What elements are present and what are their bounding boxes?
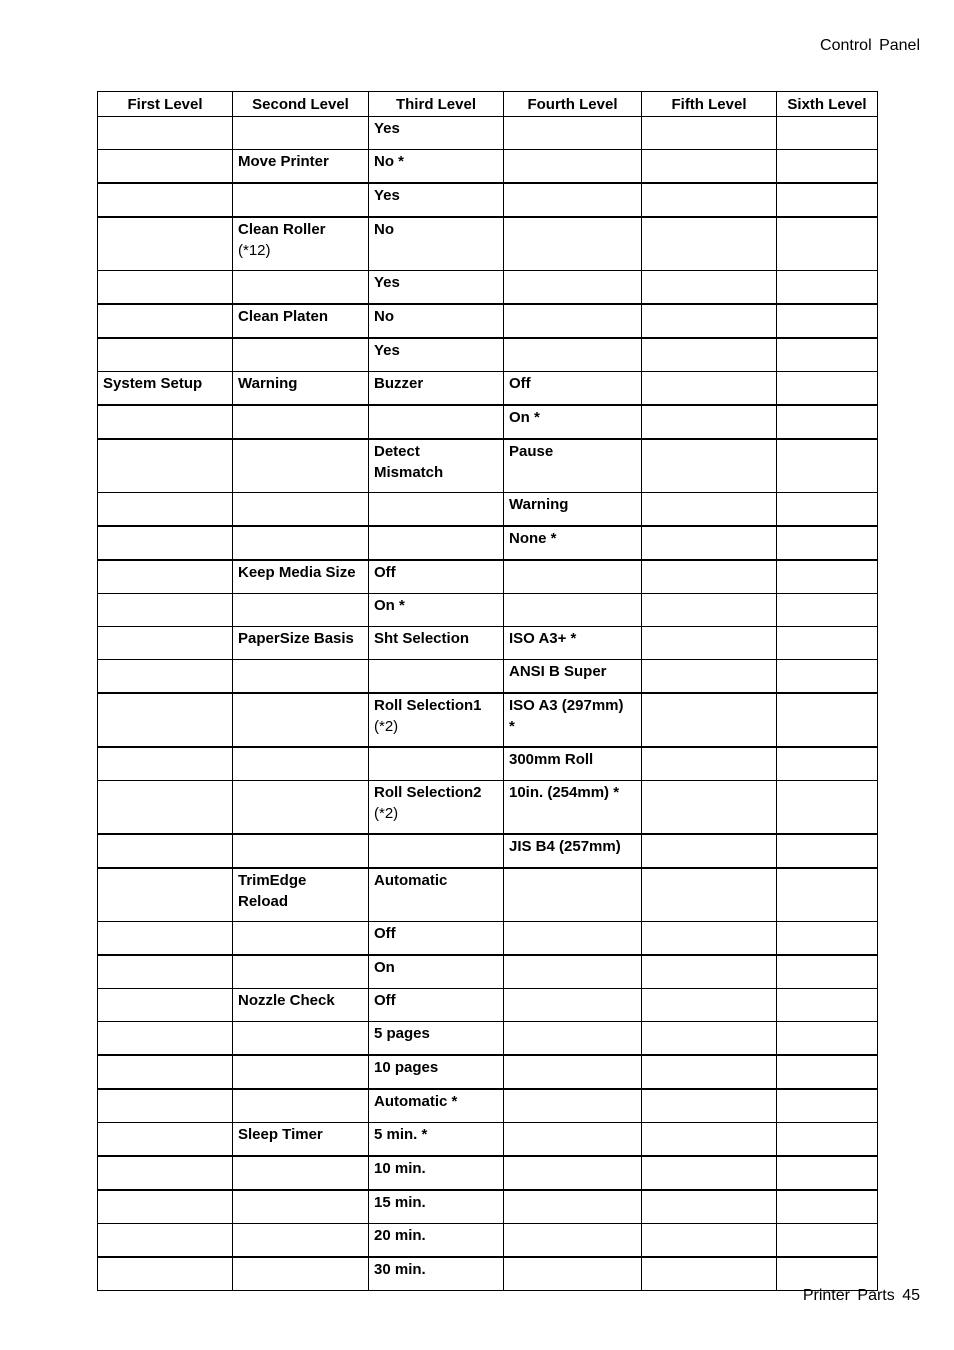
- table-cell: On *: [504, 405, 642, 439]
- table-cell: [642, 781, 777, 835]
- table-cell: [233, 1190, 369, 1224]
- table-cell: [642, 338, 777, 372]
- table-cell: Yes: [369, 183, 504, 217]
- table-cell: [98, 834, 233, 868]
- table-cell: [777, 747, 878, 781]
- table-cell: [233, 660, 369, 694]
- table-cell: [233, 1055, 369, 1089]
- table-row: [98, 560, 878, 594]
- table-row: [98, 183, 878, 217]
- table-cell: ISO A3+ *: [504, 627, 642, 660]
- table-cell: [504, 150, 642, 184]
- table-cell: [98, 117, 233, 150]
- table-cell: [233, 1022, 369, 1056]
- table-cell: [642, 1257, 777, 1291]
- table-cell: [369, 439, 504, 493]
- column-header: Sixth Level: [777, 92, 878, 117]
- table-cell: [98, 338, 233, 372]
- table-cell: Automatic: [369, 868, 504, 922]
- table-row: [98, 1055, 878, 1089]
- cell-line: (*12): [238, 242, 271, 259]
- table-cell: [369, 781, 504, 835]
- cell-line: ISO A3 (297mm): [509, 697, 624, 714]
- cell-line: Roll Selection1: [374, 697, 482, 714]
- table-cell: [642, 117, 777, 150]
- table-cell: [642, 693, 777, 747]
- table-cell: [98, 1089, 233, 1123]
- table-cell: [642, 271, 777, 305]
- table-row: [98, 781, 878, 835]
- table-cell: Automatic *: [369, 1089, 504, 1123]
- table-row: [98, 955, 878, 989]
- table-cell: Sleep Timer: [233, 1123, 369, 1157]
- table-cell: [642, 217, 777, 271]
- table-cell: [369, 405, 504, 439]
- column-header: Second Level: [233, 92, 369, 117]
- table-cell: [777, 1190, 878, 1224]
- table-cell: [98, 1224, 233, 1258]
- table-cell: [642, 1022, 777, 1056]
- table-cell: [233, 781, 369, 835]
- table-row: [98, 1022, 878, 1056]
- table-cell: [98, 1156, 233, 1190]
- column-header: First Level: [98, 92, 233, 117]
- table-cell: Pause: [504, 439, 642, 493]
- table-cell: [777, 868, 878, 922]
- table-cell: [777, 304, 878, 338]
- table-cell: [98, 1257, 233, 1291]
- table-cell: [504, 1257, 642, 1291]
- table-cell: [642, 372, 777, 406]
- table-cell: [504, 1123, 642, 1157]
- table-cell: [777, 1089, 878, 1123]
- table-cell: Off: [504, 372, 642, 406]
- table-cell: [369, 747, 504, 781]
- column-header: Fifth Level: [642, 92, 777, 117]
- table-cell: [504, 868, 642, 922]
- table-cell: [777, 183, 878, 217]
- table-row: [98, 627, 878, 660]
- table-cell: [98, 594, 233, 627]
- table-cell: Keep Media Size: [233, 560, 369, 594]
- table-cell: [777, 1022, 878, 1056]
- table-cell: [504, 217, 642, 271]
- menu-levels-table: [97, 91, 878, 1291]
- table-cell: [777, 217, 878, 271]
- table-row: [98, 1257, 878, 1291]
- table-cell: System Setup: [98, 372, 233, 406]
- table-cell: 10in. (254mm) *: [504, 781, 642, 835]
- table-row: [98, 150, 878, 184]
- cell-line: (*2): [374, 805, 399, 822]
- table-cell: [642, 493, 777, 527]
- table-cell: [504, 594, 642, 627]
- table-cell: [98, 989, 233, 1022]
- table-cell: No: [369, 304, 504, 338]
- table-cell: [98, 560, 233, 594]
- table-cell: [777, 150, 878, 184]
- table-cell: [777, 1257, 878, 1291]
- table-cell: 30 min.: [369, 1257, 504, 1291]
- table-row: [98, 1089, 878, 1123]
- table-cell: [233, 338, 369, 372]
- table-row: [98, 834, 878, 868]
- table-cell: [98, 627, 233, 660]
- table-cell: [777, 338, 878, 372]
- table-cell: [369, 493, 504, 527]
- footer-label: Printer Parts: [802, 1287, 895, 1304]
- table-header-row: [98, 92, 878, 117]
- table-cell: [233, 922, 369, 956]
- table-cell: [98, 405, 233, 439]
- cell-line: Mismatch: [374, 464, 444, 481]
- table-cell: No *: [369, 150, 504, 184]
- table-cell: [98, 660, 233, 694]
- table-cell: [642, 150, 777, 184]
- table-cell: [369, 693, 504, 747]
- table-cell: [642, 439, 777, 493]
- table-cell: [504, 183, 642, 217]
- table-cell: [98, 526, 233, 560]
- table-cell: [777, 1156, 878, 1190]
- table-cell: [98, 217, 233, 271]
- table-row: [98, 304, 878, 338]
- cell-line: Clean Roller: [238, 221, 326, 238]
- table-cell: [642, 183, 777, 217]
- table-cell: 10 min.: [369, 1156, 504, 1190]
- table-cell: [504, 922, 642, 956]
- table-cell: [504, 955, 642, 989]
- table-cell: [98, 304, 233, 338]
- table-cell: [233, 747, 369, 781]
- table-cell: [233, 439, 369, 493]
- table-cell: [642, 1190, 777, 1224]
- table-cell: [777, 526, 878, 560]
- table-cell: [504, 271, 642, 305]
- table-row: [98, 922, 878, 956]
- column-header: Fourth Level: [504, 92, 642, 117]
- table-cell: On *: [369, 594, 504, 627]
- table-cell: [777, 834, 878, 868]
- table-cell: [233, 183, 369, 217]
- table-cell: [642, 989, 777, 1022]
- table-cell: [98, 868, 233, 922]
- table-cell: [777, 439, 878, 493]
- table-cell: 300mm Roll: [504, 747, 642, 781]
- table-cell: Clean Platen: [233, 304, 369, 338]
- table-cell: [642, 1089, 777, 1123]
- table-cell: [369, 834, 504, 868]
- table-cell: [98, 693, 233, 747]
- table-cell: [504, 693, 642, 747]
- table-cell: [504, 1156, 642, 1190]
- table-cell: [504, 304, 642, 338]
- table-cell: No: [369, 217, 504, 271]
- table-cell: Yes: [369, 271, 504, 305]
- table-cell: [504, 338, 642, 372]
- table-cell: ANSI B Super: [504, 660, 642, 694]
- table-row: [98, 747, 878, 781]
- table-cell: 20 min.: [369, 1224, 504, 1258]
- table-cell: [504, 1190, 642, 1224]
- table-cell: [233, 834, 369, 868]
- table-cell: [98, 747, 233, 781]
- table-cell: Off: [369, 989, 504, 1022]
- table-row: [98, 1156, 878, 1190]
- table-cell: 15 min.: [369, 1190, 504, 1224]
- table-row: [98, 594, 878, 627]
- table-cell: Off: [369, 560, 504, 594]
- cell-line: Roll Selection2: [374, 784, 482, 801]
- table-cell: [369, 660, 504, 694]
- table-cell: [642, 560, 777, 594]
- page-footer: [803, 1287, 920, 1305]
- table-cell: [504, 560, 642, 594]
- table-cell: [642, 955, 777, 989]
- table-cell: [777, 405, 878, 439]
- table-cell: [777, 660, 878, 694]
- cell-line: TrimEdge: [238, 872, 307, 889]
- table-cell: [777, 1055, 878, 1089]
- table-cell: [642, 747, 777, 781]
- table-row: [98, 405, 878, 439]
- table-cell: Move Printer: [233, 150, 369, 184]
- table-cell: [98, 493, 233, 527]
- table-cell: [98, 1022, 233, 1056]
- table-row: [98, 1190, 878, 1224]
- table-cell: [98, 922, 233, 956]
- table-cell: [233, 405, 369, 439]
- table-cell: [98, 1190, 233, 1224]
- table-cell: Sht Selection: [369, 627, 504, 660]
- table-cell: [233, 493, 369, 527]
- table-row: [98, 989, 878, 1022]
- table-row: [98, 493, 878, 527]
- table-cell: [233, 693, 369, 747]
- table-cell: [777, 493, 878, 527]
- cell-line: Detect: [374, 443, 420, 460]
- table-cell: Buzzer: [369, 372, 504, 406]
- table-row: [98, 526, 878, 560]
- table-cell: [777, 594, 878, 627]
- table-row: [98, 660, 878, 694]
- table-cell: [504, 989, 642, 1022]
- table-cell: [642, 1156, 777, 1190]
- table-cell: PaperSize Basis: [233, 627, 369, 660]
- table-cell: [233, 271, 369, 305]
- table-cell: [504, 1089, 642, 1123]
- table-cell: [98, 271, 233, 305]
- table-cell: [504, 117, 642, 150]
- table-cell: [233, 1089, 369, 1123]
- table-cell: [642, 627, 777, 660]
- table-row: [98, 338, 878, 372]
- running-header: Control Panel: [820, 37, 920, 54]
- table-cell: [233, 955, 369, 989]
- table-cell: [642, 834, 777, 868]
- table-cell: [504, 1224, 642, 1258]
- table-cell: [233, 1224, 369, 1258]
- table-cell: [233, 526, 369, 560]
- table-cell: [98, 1123, 233, 1157]
- table-cell: Yes: [369, 117, 504, 150]
- table-cell: [777, 1224, 878, 1258]
- table-cell: 10 pages: [369, 1055, 504, 1089]
- table-cell: Warning: [233, 372, 369, 406]
- table-cell: [642, 868, 777, 922]
- table-cell: [642, 922, 777, 956]
- table-cell: [98, 781, 233, 835]
- table-cell: [504, 1055, 642, 1089]
- table-row: [98, 1123, 878, 1157]
- table-cell: [777, 989, 878, 1022]
- table-cell: [642, 660, 777, 694]
- table-cell: [98, 955, 233, 989]
- table-cell: [233, 1156, 369, 1190]
- table-cell: [777, 922, 878, 956]
- table-cell: None *: [504, 526, 642, 560]
- cell-line: (*2): [374, 718, 399, 735]
- table-cell: [233, 117, 369, 150]
- page-number: 45: [902, 1287, 920, 1304]
- table-cell: Off: [369, 922, 504, 956]
- table-cell: [777, 117, 878, 150]
- table-cell: [642, 304, 777, 338]
- table-row: [98, 693, 878, 747]
- table-cell: [98, 150, 233, 184]
- table-cell: [233, 1257, 369, 1291]
- table-cell: [777, 955, 878, 989]
- table-cell: [642, 1055, 777, 1089]
- table-cell: [98, 183, 233, 217]
- table-cell: [233, 594, 369, 627]
- cell-line: Reload: [238, 893, 289, 910]
- table-cell: [777, 372, 878, 406]
- table-cell: Warning: [504, 493, 642, 527]
- table-cell: [777, 1123, 878, 1157]
- table-cell: [777, 560, 878, 594]
- column-header: Third Level: [369, 92, 504, 117]
- table-cell: [777, 271, 878, 305]
- cell-line: *: [509, 718, 515, 735]
- table-row: [98, 439, 878, 493]
- table-row: [98, 117, 878, 150]
- table-row: [98, 868, 878, 922]
- table-cell: [642, 526, 777, 560]
- table-cell: [777, 781, 878, 835]
- table-cell: 5 min. *: [369, 1123, 504, 1157]
- table-cell: [777, 693, 878, 747]
- table-cell: Yes: [369, 338, 504, 372]
- table-cell: [233, 217, 369, 271]
- table-cell: Nozzle Check: [233, 989, 369, 1022]
- table-cell: On: [369, 955, 504, 989]
- table-cell: [642, 1224, 777, 1258]
- table-cell: [98, 439, 233, 493]
- table-cell: [504, 1022, 642, 1056]
- table-cell: [642, 594, 777, 627]
- table-cell: [233, 868, 369, 922]
- table-cell: [777, 627, 878, 660]
- table-row: [98, 217, 878, 271]
- table-cell: [369, 526, 504, 560]
- table-cell: [642, 1123, 777, 1157]
- table-cell: 5 pages: [369, 1022, 504, 1056]
- table-cell: [98, 1055, 233, 1089]
- table-cell: JIS B4 (257mm): [504, 834, 642, 868]
- table-row: [98, 1224, 878, 1258]
- table-cell: [642, 405, 777, 439]
- table-row: [98, 271, 878, 305]
- table-row: [98, 372, 878, 406]
